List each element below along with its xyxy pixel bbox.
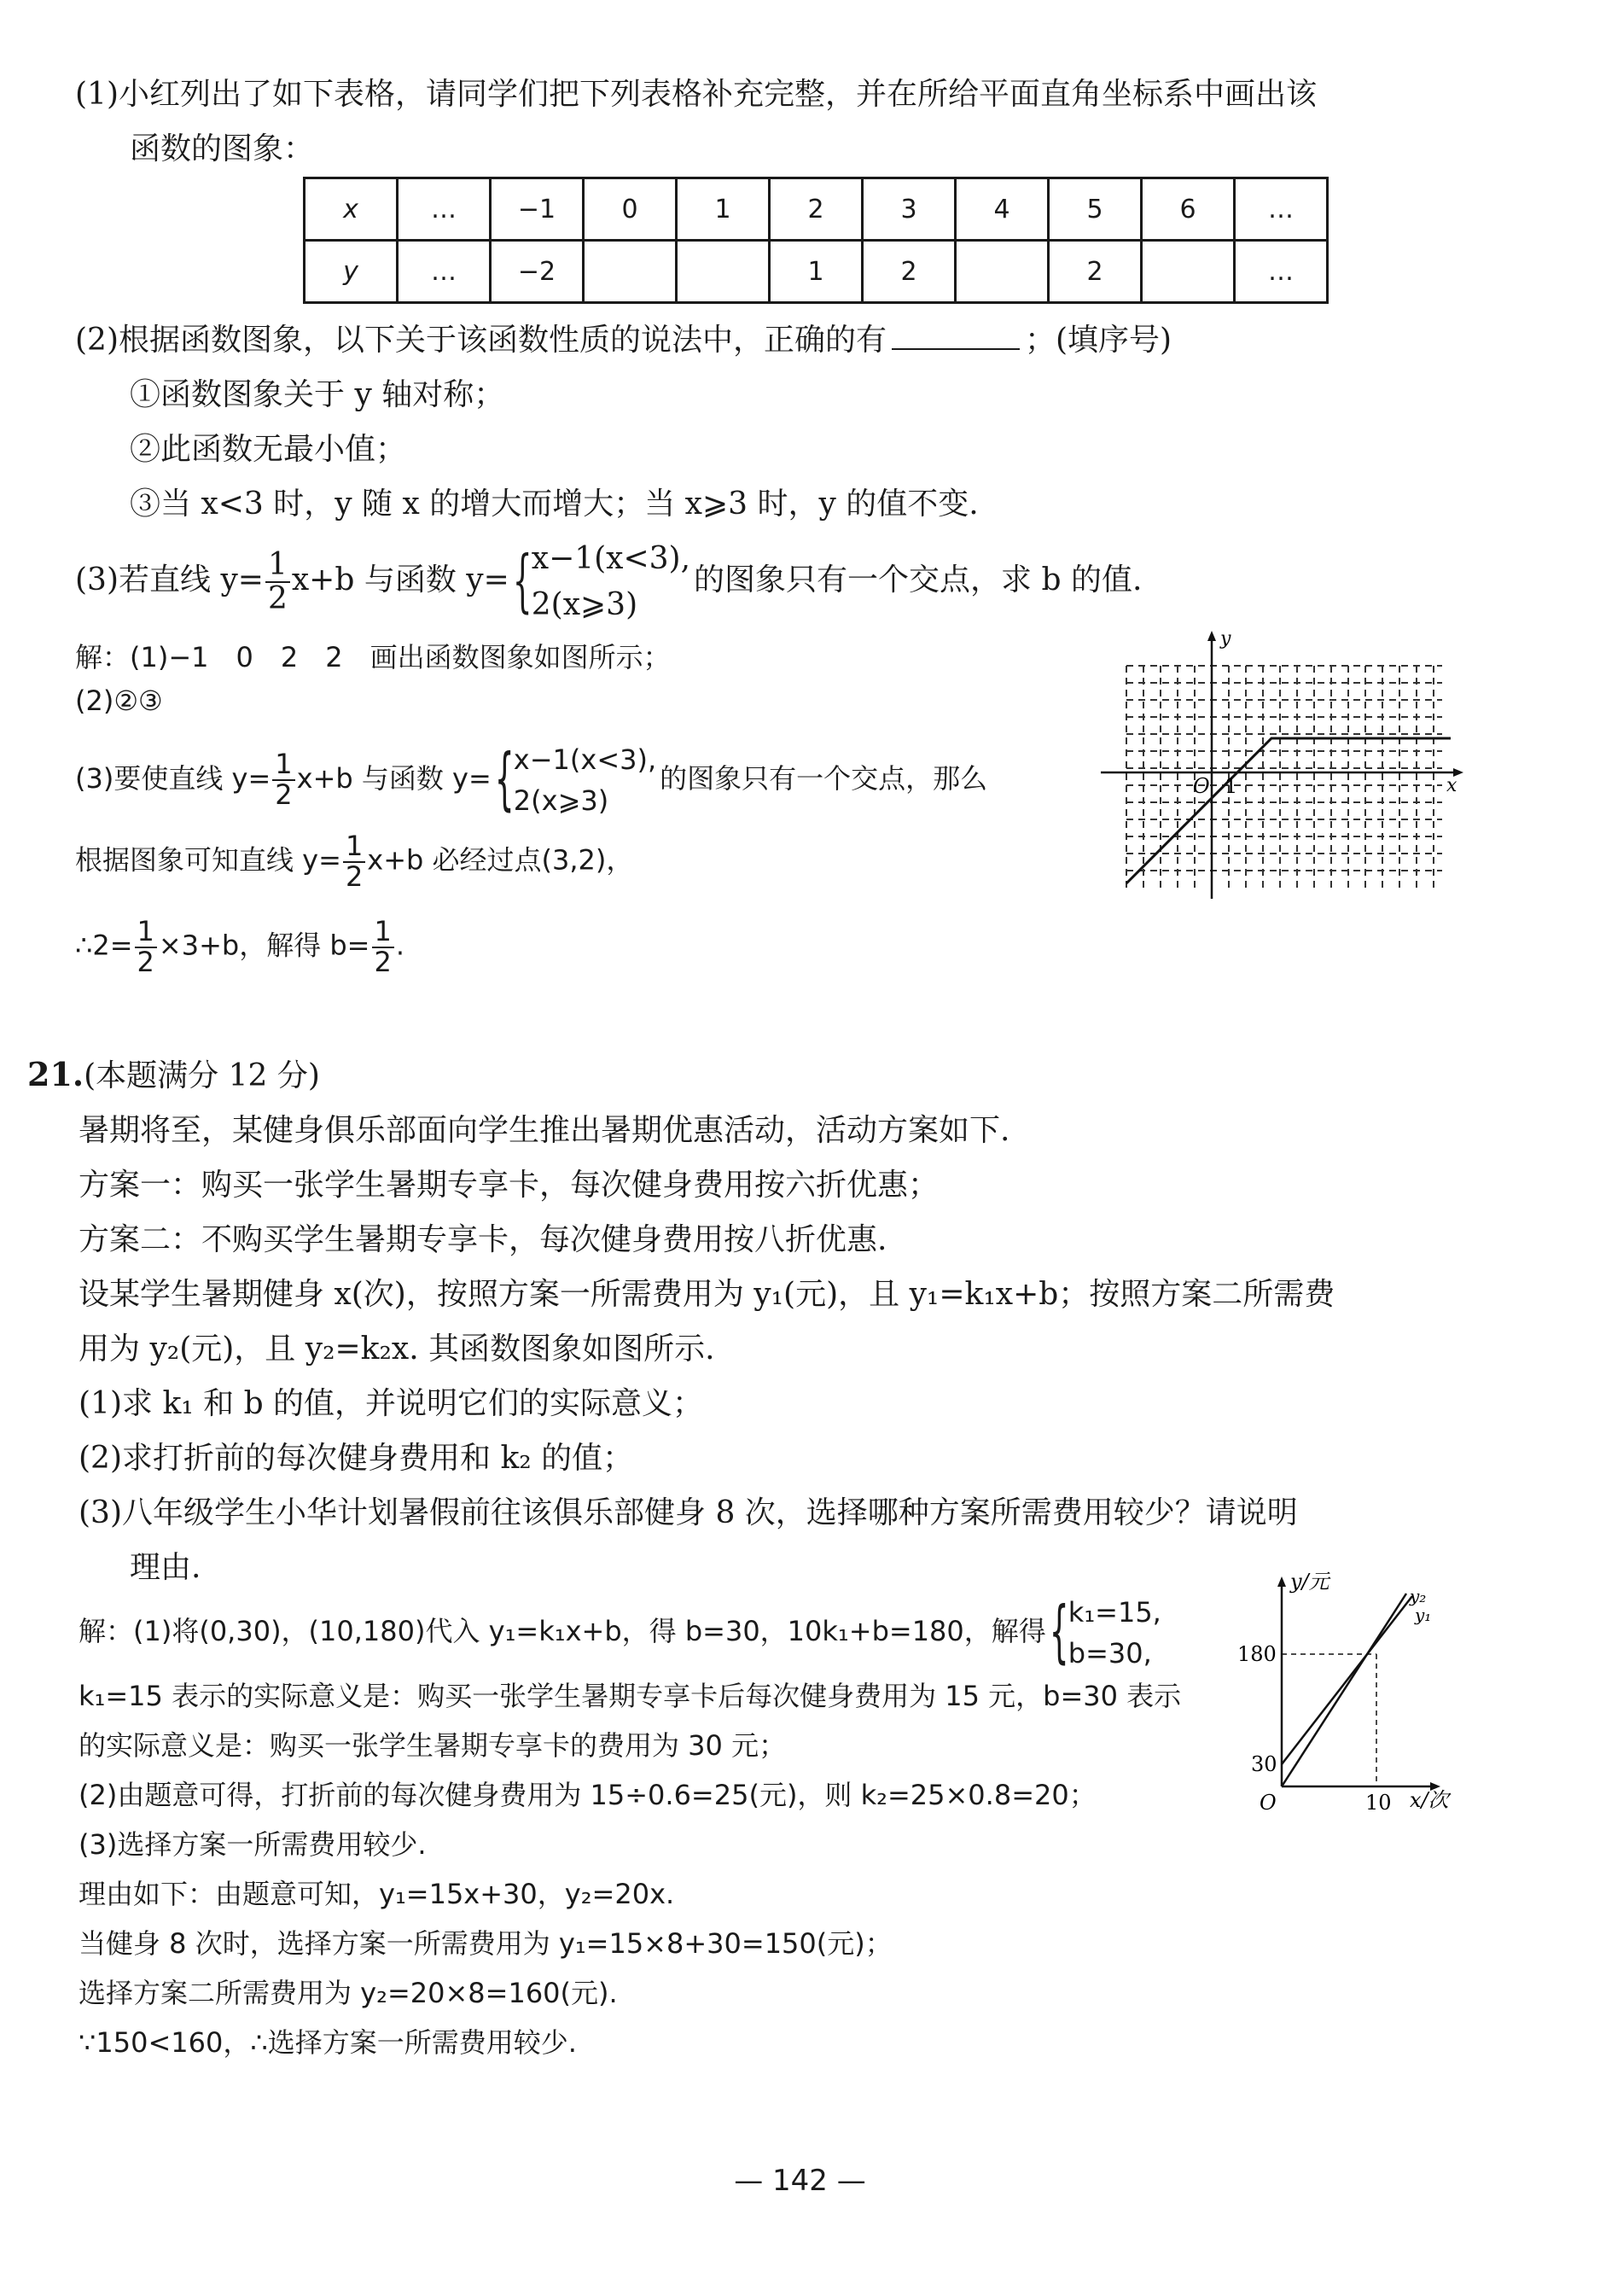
graph1-x-label: x: [1446, 775, 1457, 796]
table-cell: 2: [1049, 241, 1142, 303]
q21-line-1: 暑期将至，某健身俱乐部面向学生推出暑期优惠活动，活动方案如下.: [79, 1113, 1010, 1148]
q20-solution-2: (2)②③: [75, 685, 163, 717]
q21-line-8: (3)八年级学生小华计划暑假前往该俱乐部健身 8 次，选择哪种方案所需费用较少？请说明: [79, 1495, 1298, 1530]
table-cell: y: [305, 241, 398, 303]
graph2-origin-label: O: [1260, 1791, 1277, 1815]
value-table: [303, 177, 1329, 304]
q21-line-2: 方案一：购买一张学生暑期专享卡，每次健身费用按六折优惠；: [79, 1168, 940, 1203]
line-y2: [1282, 1594, 1406, 1786]
question-number: 21.: [27, 1055, 84, 1093]
graph2-x-label: x/次: [1410, 1788, 1449, 1812]
q20-solution-5: ∴2= $\frac{1}{2}$ ×3+b，解得 b= $\frac{1}{2}$ .: [75, 915, 405, 978]
table-cell: …: [1235, 178, 1328, 241]
q21-solution-6: 理由如下：由题意可知，y₁=15x+30，y₂=20x.: [79, 1878, 675, 1910]
table-cell: −1: [491, 178, 584, 241]
fraction-half: $\frac{1}{2}$: [265, 549, 290, 615]
table-cell: [1142, 241, 1235, 303]
graph1-one-label: 1: [1225, 774, 1238, 798]
q20-solution-4: 根据图象可知直线 y= $\frac{1}{2}$ x+b 必经过点(3,2)，: [75, 830, 634, 893]
q21-line-6: (1)求 k₁ 和 b 的值，并说明它们的实际意义；: [79, 1386, 704, 1421]
table-cell: 0: [584, 178, 677, 241]
table-row-y: [305, 241, 1328, 303]
tick-label-10: 10: [1365, 1791, 1392, 1815]
tick-label-30: 30: [1251, 1752, 1277, 1776]
table-cell: −2: [491, 241, 584, 303]
piecewise-function-graph: [1092, 627, 1468, 909]
y-axis-arrow-icon: [1207, 631, 1216, 641]
q21-solution-2: k₁=15 表示的实际意义是：购买一张学生暑期专享卡后每次健身费用为 15 元，b=30 表示: [79, 1680, 1182, 1712]
table-cell: 6: [1142, 178, 1235, 241]
graph1-y-label: y: [1220, 628, 1231, 650]
q21-line-5: 用为 y₂(元)，且 y₂=k₂x. 其函数图象如图所示.: [79, 1332, 715, 1367]
y1-label: y₁: [1415, 1605, 1432, 1625]
q21-solution-1: 解：(1)将(0,30)，(10,180)代入 y₁=k₁x+b，得 b=30，10k₁+b=180，解得 { k₁=15, b=30,: [79, 1592, 1165, 1674]
q20-option-1: ①函数图象关于 y 轴对称；: [130, 377, 505, 412]
y-axis-arrow-icon: [1277, 1576, 1286, 1587]
table-cell: 4: [956, 178, 1049, 241]
q21-line-9: 理由.: [130, 1550, 201, 1585]
y2-label: y₂: [1410, 1586, 1427, 1606]
system-brace: { k₁=15, b=30,: [1050, 1592, 1161, 1674]
q20-part1-line1: (1)小红列出了如下表格，请同学们把下列表格补充完整，并在所给平面直角坐标系中画出该: [75, 77, 1317, 112]
piecewise-brace: { x−1(x<3), 2(x⩾3): [513, 536, 690, 628]
q20-solution-3: (3)要使直线 y= $\frac{1}{2}$ x+b 与函数 y= { x−1(x<3), 2(x⩾3) 的图象只有一个交点，那么: [75, 739, 987, 821]
q21-solution-8: 选择方案二所需费用为 y₂=20×8=160(元).: [79, 1977, 618, 2009]
q20-part2-line: (2)根据函数图象，以下关于该函数性质的说法中，正确的有 ；(填序号): [75, 323, 1172, 358]
table-cell: 1: [677, 178, 770, 241]
table-cell: [677, 241, 770, 303]
table-cell: 5: [1049, 178, 1142, 241]
table-row-x: [305, 178, 1328, 241]
q21-line-7: (2)求打折前的每次健身费用和 k₂ 的值；: [79, 1441, 634, 1476]
cost-comparison-graph: [1229, 1566, 1476, 1822]
table-cell: 1: [770, 241, 863, 303]
tick-label-180: 180: [1237, 1642, 1277, 1666]
table-cell: 3: [863, 178, 956, 241]
table-cell: …: [1235, 241, 1328, 303]
fraction-half: $\frac{1}{2}$: [272, 750, 294, 809]
table-cell: 2: [863, 241, 956, 303]
piecewise-brace: { x−1(x<3), 2(x⩾3): [495, 739, 656, 821]
table-cell: x: [305, 178, 398, 241]
q20-option-2: ②此函数无最小值；: [130, 432, 407, 467]
q20-solution-1: 解：(1)−1 0 2 2 画出函数图象如图所示；: [75, 641, 671, 673]
q21-solution-9: ∵150<160，∴选择方案一所需费用较少.: [79, 2026, 577, 2059]
q21-solution-3: 的实际意义是：购买一张学生暑期专享卡的费用为 30 元；: [79, 1729, 787, 1762]
q20-part1-line2: 函数的图象：: [130, 131, 315, 166]
q21-solution-5: (3)选择方案一所需费用较少.: [79, 1828, 427, 1861]
table-cell: [584, 241, 677, 303]
line-y1: [1282, 1596, 1412, 1764]
q20-part3: (3)若直线 y= $\frac{1}{2}$ x+b 与函数 y= { x−1(x<3), 2(x⩾3) 的图象只有一个交点，求 b 的值.: [75, 536, 1142, 628]
fraction-half: $\frac{1}{2}$: [372, 918, 394, 976]
fraction-half: $\frac{1}{2}$: [135, 918, 157, 976]
table-cell: [956, 241, 1049, 303]
function-curve: [1126, 738, 1451, 883]
table-cell: 2: [770, 178, 863, 241]
graph2-y-label: y/元: [1290, 1570, 1329, 1594]
answer-blank: [892, 348, 1020, 350]
table-cell: …: [398, 241, 491, 303]
table-cell: …: [398, 178, 491, 241]
q21-solution-7: 当健身 8 次时，选择方案一所需费用为 y₁=15×8+30=150(元)；: [79, 1927, 893, 1960]
grid-lines: [1126, 666, 1442, 888]
q21-line-4: 设某学生暑期健身 x(次)，按照方案一所需费用为 y₁(元)，且 y₁=k₁x+b；按照方案二所需费: [79, 1277, 1335, 1312]
graph1-origin-label: O: [1193, 774, 1210, 798]
q21-header: [27, 1052, 320, 1095]
q21-line-3: 方案二：不购买学生暑期专享卡，每次健身费用按八折优惠.: [79, 1222, 887, 1257]
q20-option-3: ③当 x<3 时，y 随 x 的增大而增大；当 x⩾3 时，y 的值不变.: [130, 487, 979, 522]
question-score: (本题满分 12 分): [84, 1058, 320, 1093]
page-number: — 142 —: [734, 2164, 866, 2198]
fraction-half: $\frac{1}{2}$: [343, 832, 365, 891]
q21-solution-4: (2)由题意可得，打折前的每次健身费用为 15÷0.6=25(元)，则 k₂=25×0.8=20；: [79, 1779, 1097, 1811]
